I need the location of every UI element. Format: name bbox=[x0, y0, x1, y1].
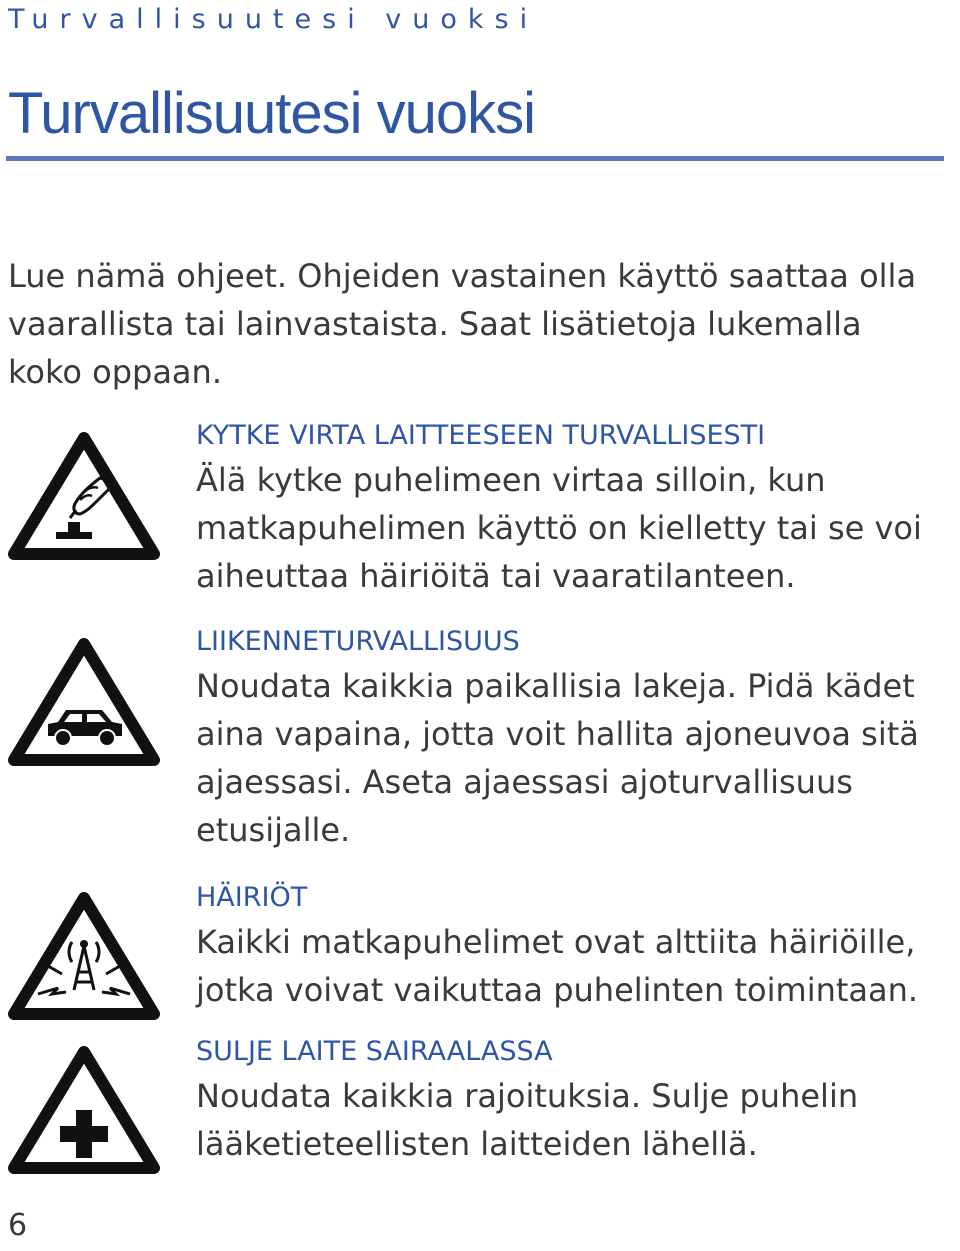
section-hospitals bbox=[196, 1032, 946, 1168]
page-title: Turvallisuutesi vuoksi bbox=[8, 81, 536, 146]
section-switch-on-safely bbox=[196, 416, 946, 600]
section-road-safety bbox=[196, 622, 946, 854]
intro-paragraph: Lue nämä ohjeet. Ohjeiden vastainen käyttö saattaa olla vaarallista tai lainvastaista. Saat lisätietoja lukemalla koko oppaan. bbox=[8, 257, 917, 391]
car-icon bbox=[8, 636, 160, 768]
medical-cross-icon bbox=[8, 1044, 160, 1176]
section-body: Älä kytke puhelimeen virtaa silloin, kun matkapuhelimen käyttö on kielletty tai se voi aiheuttaa häiriöitä tai vaaratilanteen. bbox=[196, 461, 922, 595]
section-body: Noudata kaikkia paikallisia lakeja. Pidä kädet aina vapaina, jotta voit hallita ajoneuvoa sitä ajaessasi. Aseta ajaessasi ajoturvallisuus etusijalle. bbox=[196, 667, 919, 849]
running-header: Turvallisuutesi vuoksi bbox=[8, 4, 539, 35]
hand-switch-icon bbox=[8, 430, 160, 562]
title-divider bbox=[6, 156, 944, 161]
section-body: Noudata kaikkia rajoituksia. Sulje puhelin lääketieteellisten laitteiden lähellä. bbox=[196, 1077, 859, 1163]
section-body: Kaikki matkapuhelimet ovat alttiita häiriöille, jotka voivat vaikuttaa puhelinten toimintaan. bbox=[196, 923, 919, 1009]
section-heading: HÄIRIÖT bbox=[196, 882, 308, 913]
section-heading: KYTKE VIRTA LAITTEESEEN TURVALLISESTI bbox=[196, 420, 766, 451]
antenna-interference-icon bbox=[8, 890, 160, 1022]
section-heading: LIIKENNETURVALLISUUS bbox=[196, 626, 520, 657]
page-number: 6 bbox=[8, 1208, 28, 1243]
section-interference bbox=[196, 878, 946, 1014]
section-heading: SULJE LAITE SAIRAALASSA bbox=[196, 1036, 553, 1067]
